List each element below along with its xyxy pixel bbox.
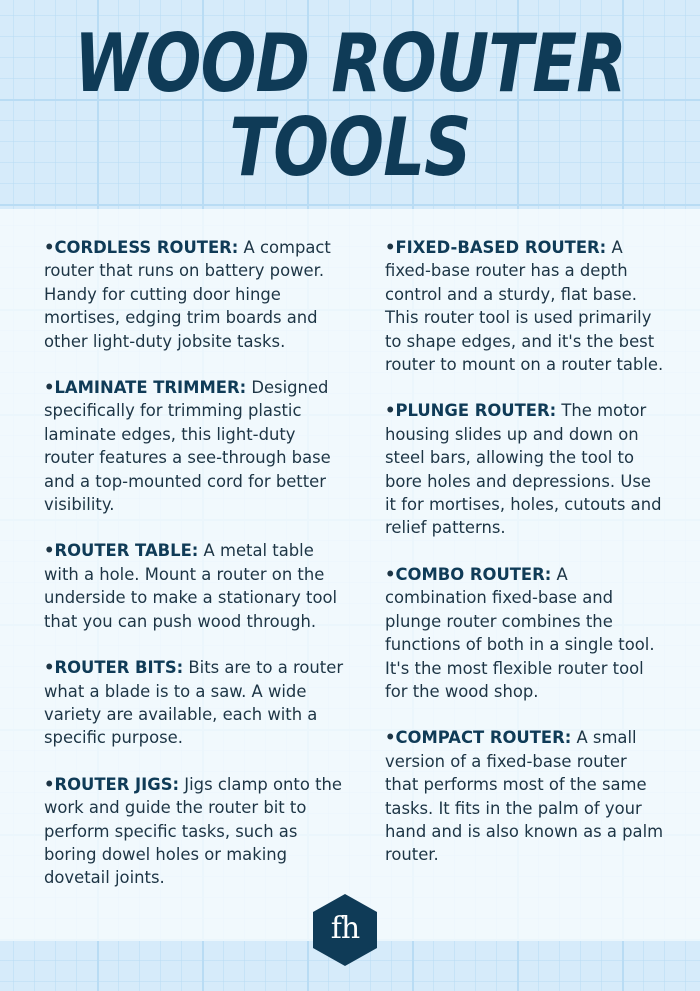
bullet: •	[44, 238, 55, 257]
tool-description: The motor housing slides up and down on steel bars, allowing the tool to bore holes and depressions. Use it for mortises, holes, cutouts and relief patterns.	[385, 401, 662, 538]
tool-description: A metal table with a hole. Mount a router on the underside to make a stationary tool that you can push wood through.	[44, 541, 338, 631]
bullet: •	[44, 774, 55, 794]
bullet: •	[44, 378, 55, 398]
tool-item-cordless-router	[44, 236, 344, 353]
tool-item-router-table	[44, 539, 344, 633]
tool-description: A compact router that runs on battery power. Handy for cutting door hinge mortises, edging trim boards and other light-duty jobsite tasks.	[44, 238, 331, 351]
fh-logo	[312, 893, 378, 967]
tool-item-router-jigs	[44, 773, 344, 890]
tool-term: COMPACT ROUTER:	[395, 728, 572, 748]
tool-term: LAMINATE TRIMMER:	[54, 378, 247, 398]
tool-term: CORDLESS ROUTER:	[54, 238, 239, 257]
tool-description: Bits are to a router what a blade is to a saw. A wide variety are available, each with a specific purpose.	[44, 658, 344, 748]
tool-term: COMBO ROUTER:	[395, 564, 552, 584]
tool-term: ROUTER JIGS:	[54, 774, 180, 794]
tool-description: Jigs clamp onto the work and guide the router bit to perform specific tasks, such as boring dowel holes or making dovetail joints.	[44, 774, 343, 888]
tool-description: A fixed-base router has a depth control and a sturdy, flat base. This router tool is used primarily to shape edges, and it's the best router to mount on a router table.	[385, 238, 664, 375]
bullet: •	[44, 658, 55, 678]
title-line-1: WOOD ROUTER	[74, 17, 626, 110]
bullet: •	[385, 238, 396, 257]
tool-item-plunge-router	[385, 399, 665, 539]
bullet: •	[385, 728, 396, 748]
tool-item-router-bits	[44, 656, 344, 750]
tool-term: ROUTER TABLE:	[54, 541, 199, 561]
tool-description: A combination fixed-base and plunge router combines the functions of both in a single tool. It's the most flexible router tool for the wood shop.	[385, 564, 655, 701]
tool-term: ROUTER BITS:	[54, 658, 184, 678]
tool-item-fixed-based-router	[385, 236, 665, 376]
tool-item-combo-router	[385, 563, 665, 703]
right-column	[385, 236, 665, 890]
tool-term: PLUNGE ROUTER:	[395, 401, 557, 421]
page-title	[63, 17, 637, 194]
bullet: •	[44, 541, 55, 561]
tool-term: FIXED-BASED ROUTER:	[395, 238, 607, 257]
bullet: •	[385, 564, 396, 584]
tool-item-laminate-trimmer	[44, 376, 344, 516]
tool-description: A small version of a fixed-base router that performs most of the same tasks. It fits in the palm of your hand and is also known as a palm router.	[385, 728, 664, 865]
logo-text: fh	[330, 910, 360, 946]
left-column	[44, 236, 344, 913]
tool-description: Designed specifically for trimming plastic laminate edges, this light-duty router features a see-through base and a top-mounted cord for better visibility.	[44, 378, 331, 515]
tool-item-compact-router	[385, 726, 665, 866]
bullet: •	[385, 401, 396, 421]
title-line-2: TOOLS	[229, 101, 471, 194]
